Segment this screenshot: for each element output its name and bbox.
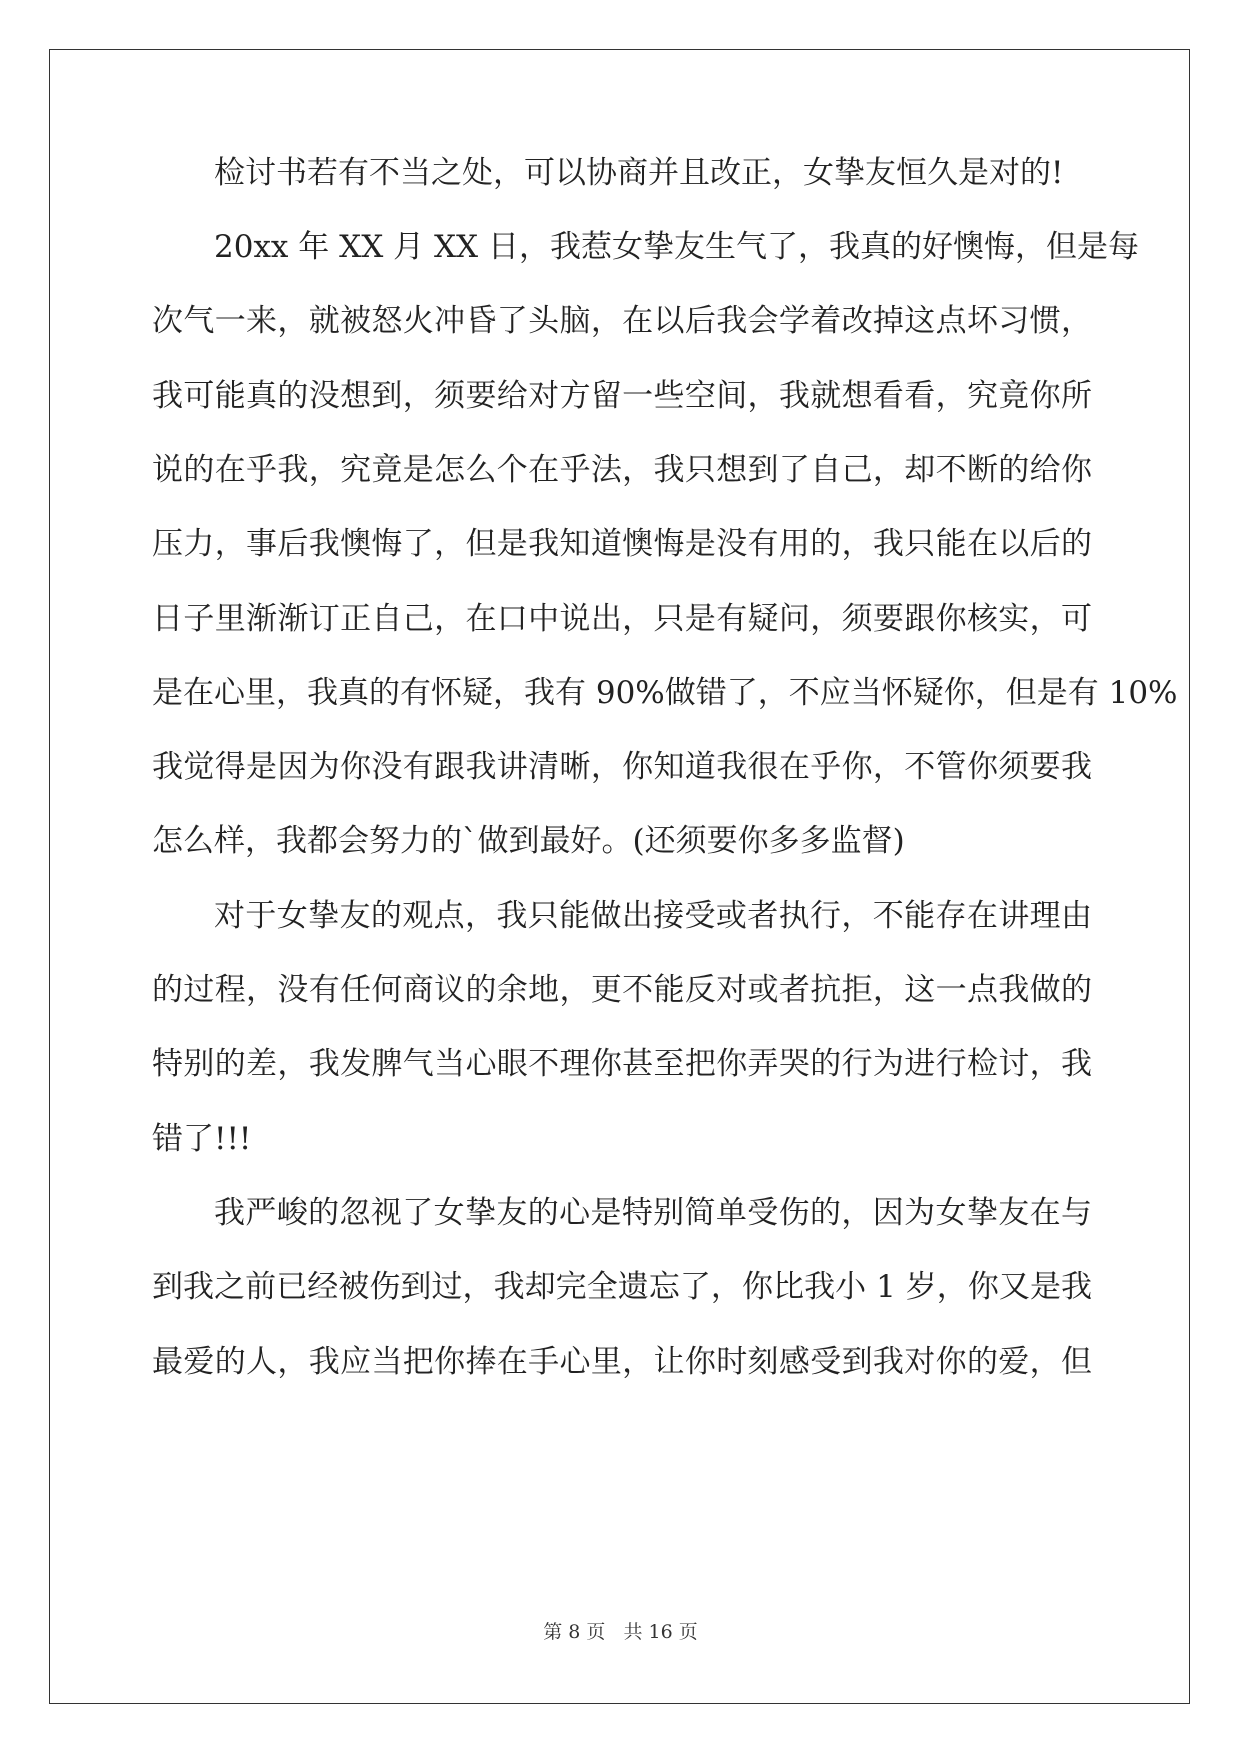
paragraph-line: 我觉得是因为你没有跟我讲清晰，你知道我很在乎你，不管你须要我 xyxy=(152,749,1092,785)
paragraph-line: 20xx 年 XX 月 XX 日，我惹女挚友生气了，我真的好懊悔，但是每 xyxy=(214,229,1139,265)
paragraph-line: 的过程，没有任何商议的余地，更不能反对或者抗拒，这一点我做的 xyxy=(152,972,1092,1008)
page-footer xyxy=(0,1617,1241,1644)
page-number: 第 8 页 xyxy=(543,1621,606,1643)
paragraph-line: 最爱的人，我应当把你捧在手心里，让你时刻感受到我对你的爱，但 xyxy=(152,1344,1092,1380)
paragraph-line: 次气一来，就被怒火冲昏了头脑，在以后我会学着改掉这点坏习惯， xyxy=(152,303,1092,339)
paragraph-line: 压力，事后我懊悔了，但是我知道懊悔是没有用的，我只能在以后的 xyxy=(152,526,1092,562)
paragraph-line: 是在心里，我真的有怀疑，我有 90%做错了，不应当怀疑你，但是有 10% xyxy=(152,675,1178,711)
paragraph-line: 错了!!! xyxy=(152,1121,252,1157)
paragraph-line: 日子里渐渐订正自己，在口中说出，只是有疑问，须要跟你核实，可 xyxy=(152,601,1092,637)
paragraph-line: 说的在乎我，究竟是怎么个在乎法，我只想到了自己，却不断的给你 xyxy=(152,452,1092,488)
paragraph-line: 到我之前已经被伤到过，我却完全遗忘了，你比我小 1 岁，你又是我 xyxy=(152,1269,1092,1305)
paragraph-line: 特别的差，我发脾气当心眼不理你甚至把你弄哭的行为进行检讨，我 xyxy=(152,1046,1092,1082)
paragraph-line: 我严峻的忽视了女挚友的心是特别简单受伤的，因为女挚友在与 xyxy=(214,1195,1092,1231)
paragraph-line: 怎么样，我都会努力的`做到最好。(还须要你多多监督) xyxy=(152,823,905,859)
paragraph-line: 我可能真的没想到，须要给对方留一些空间，我就想看看，究竟你所 xyxy=(152,378,1092,414)
page-total: 共 16 页 xyxy=(623,1621,698,1643)
paragraph-line: 检讨书若有不当之处，可以协商并且改正，女挚友恒久是对的! xyxy=(214,155,1064,191)
paragraph-line: 对于女挚友的观点，我只能做出接受或者执行，不能存在讲理由 xyxy=(214,898,1092,934)
